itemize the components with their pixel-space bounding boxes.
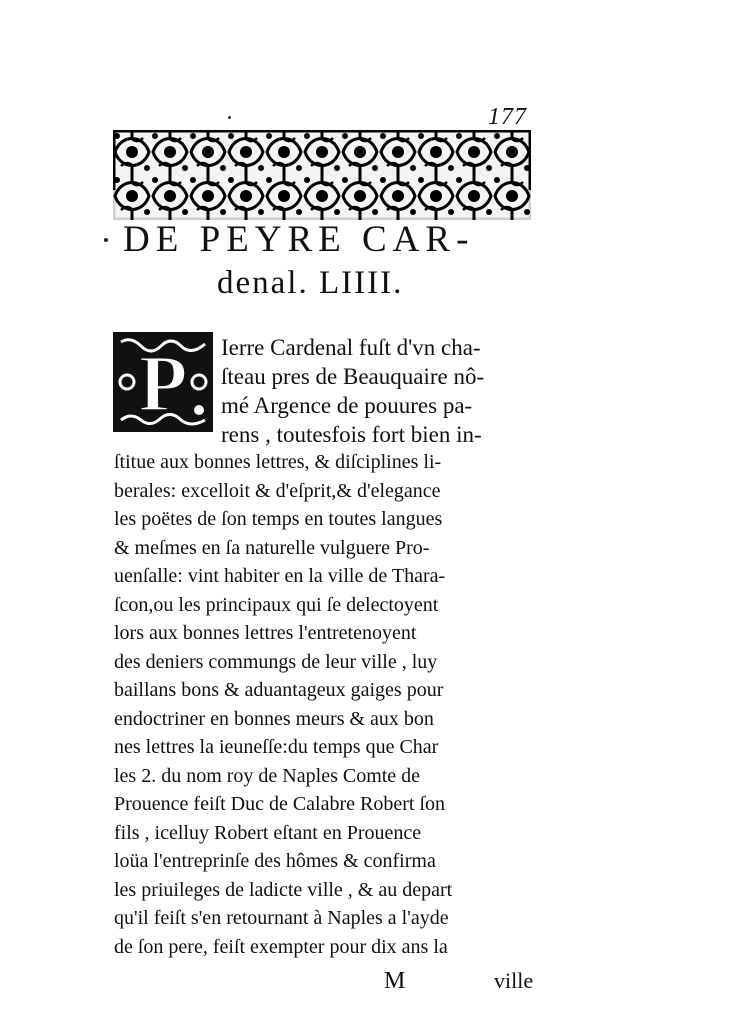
text-line: ſteau pres de Beauquaire nô- xyxy=(221,364,485,389)
text-line: les 2. du nom roy de Naples Comte de xyxy=(114,765,421,787)
text-line: rens , toutesfois fort bien in- xyxy=(221,422,482,447)
page-number: 177 xyxy=(488,104,527,130)
margin-dot xyxy=(104,238,108,242)
text-line: ſtitue aux bonnes lettres, & diſciplines li- xyxy=(114,451,442,473)
text-line: les priuileges de ladicte ville , & au depart xyxy=(114,879,453,901)
chapter-heading-line-1: DE PEYRE CAR- xyxy=(123,219,475,260)
ink-speck xyxy=(228,116,231,119)
text-line: berales: excelloit & d'eſprit,& d'elegance xyxy=(114,480,441,502)
text-line: de ſon pere, feiſt exempter pour dix ans la xyxy=(114,936,448,958)
text-line: mé Argence de pouures pa- xyxy=(221,393,473,418)
text-line: & meſmes en ſa naturelle vulguere Pro- xyxy=(114,537,430,559)
text-line: baillans bons & aduantageux gaiges pour xyxy=(114,679,444,701)
text-line: Ierre Cardenal fuſt d'vn cha- xyxy=(221,335,481,360)
text-line: lors aux bonnes lettres l'entretenoyent xyxy=(114,622,417,644)
text-line: ſcon,ou les principaux qui ſe delectoyent xyxy=(114,594,439,616)
decorated-initial-letter: P xyxy=(138,340,188,428)
chapter-heading-line-2: denal. LIIII. xyxy=(217,265,404,301)
text-line: uenſalle: vint habiter en la ville de Thara- xyxy=(114,565,446,587)
text-line: des deniers commungs de leur ville , luy xyxy=(114,651,438,673)
text-line: nes lettres la ieuneſſe:du temps que Char xyxy=(114,736,439,758)
signature-mark: M xyxy=(384,968,406,994)
decorated-initial xyxy=(113,332,213,432)
text-line: endoctriner en bonnes meurs & aux bon xyxy=(114,708,434,730)
text-line: fils , icelluy Robert eſtant en Prouence xyxy=(114,822,422,844)
catchword: ville xyxy=(494,968,534,993)
text-line: loüa l'entreprinſe des hômes & confirma xyxy=(114,850,436,872)
text-line: qu'il feiſt s'en retournant à Naples a l'ayde xyxy=(114,907,449,929)
text-line: les poëtes de ſon temps en toutes langues xyxy=(114,508,443,530)
text-line: Prouence feiſt Duc de Calabre Robert ſon xyxy=(114,793,445,815)
ornamental-headpiece xyxy=(113,130,531,220)
